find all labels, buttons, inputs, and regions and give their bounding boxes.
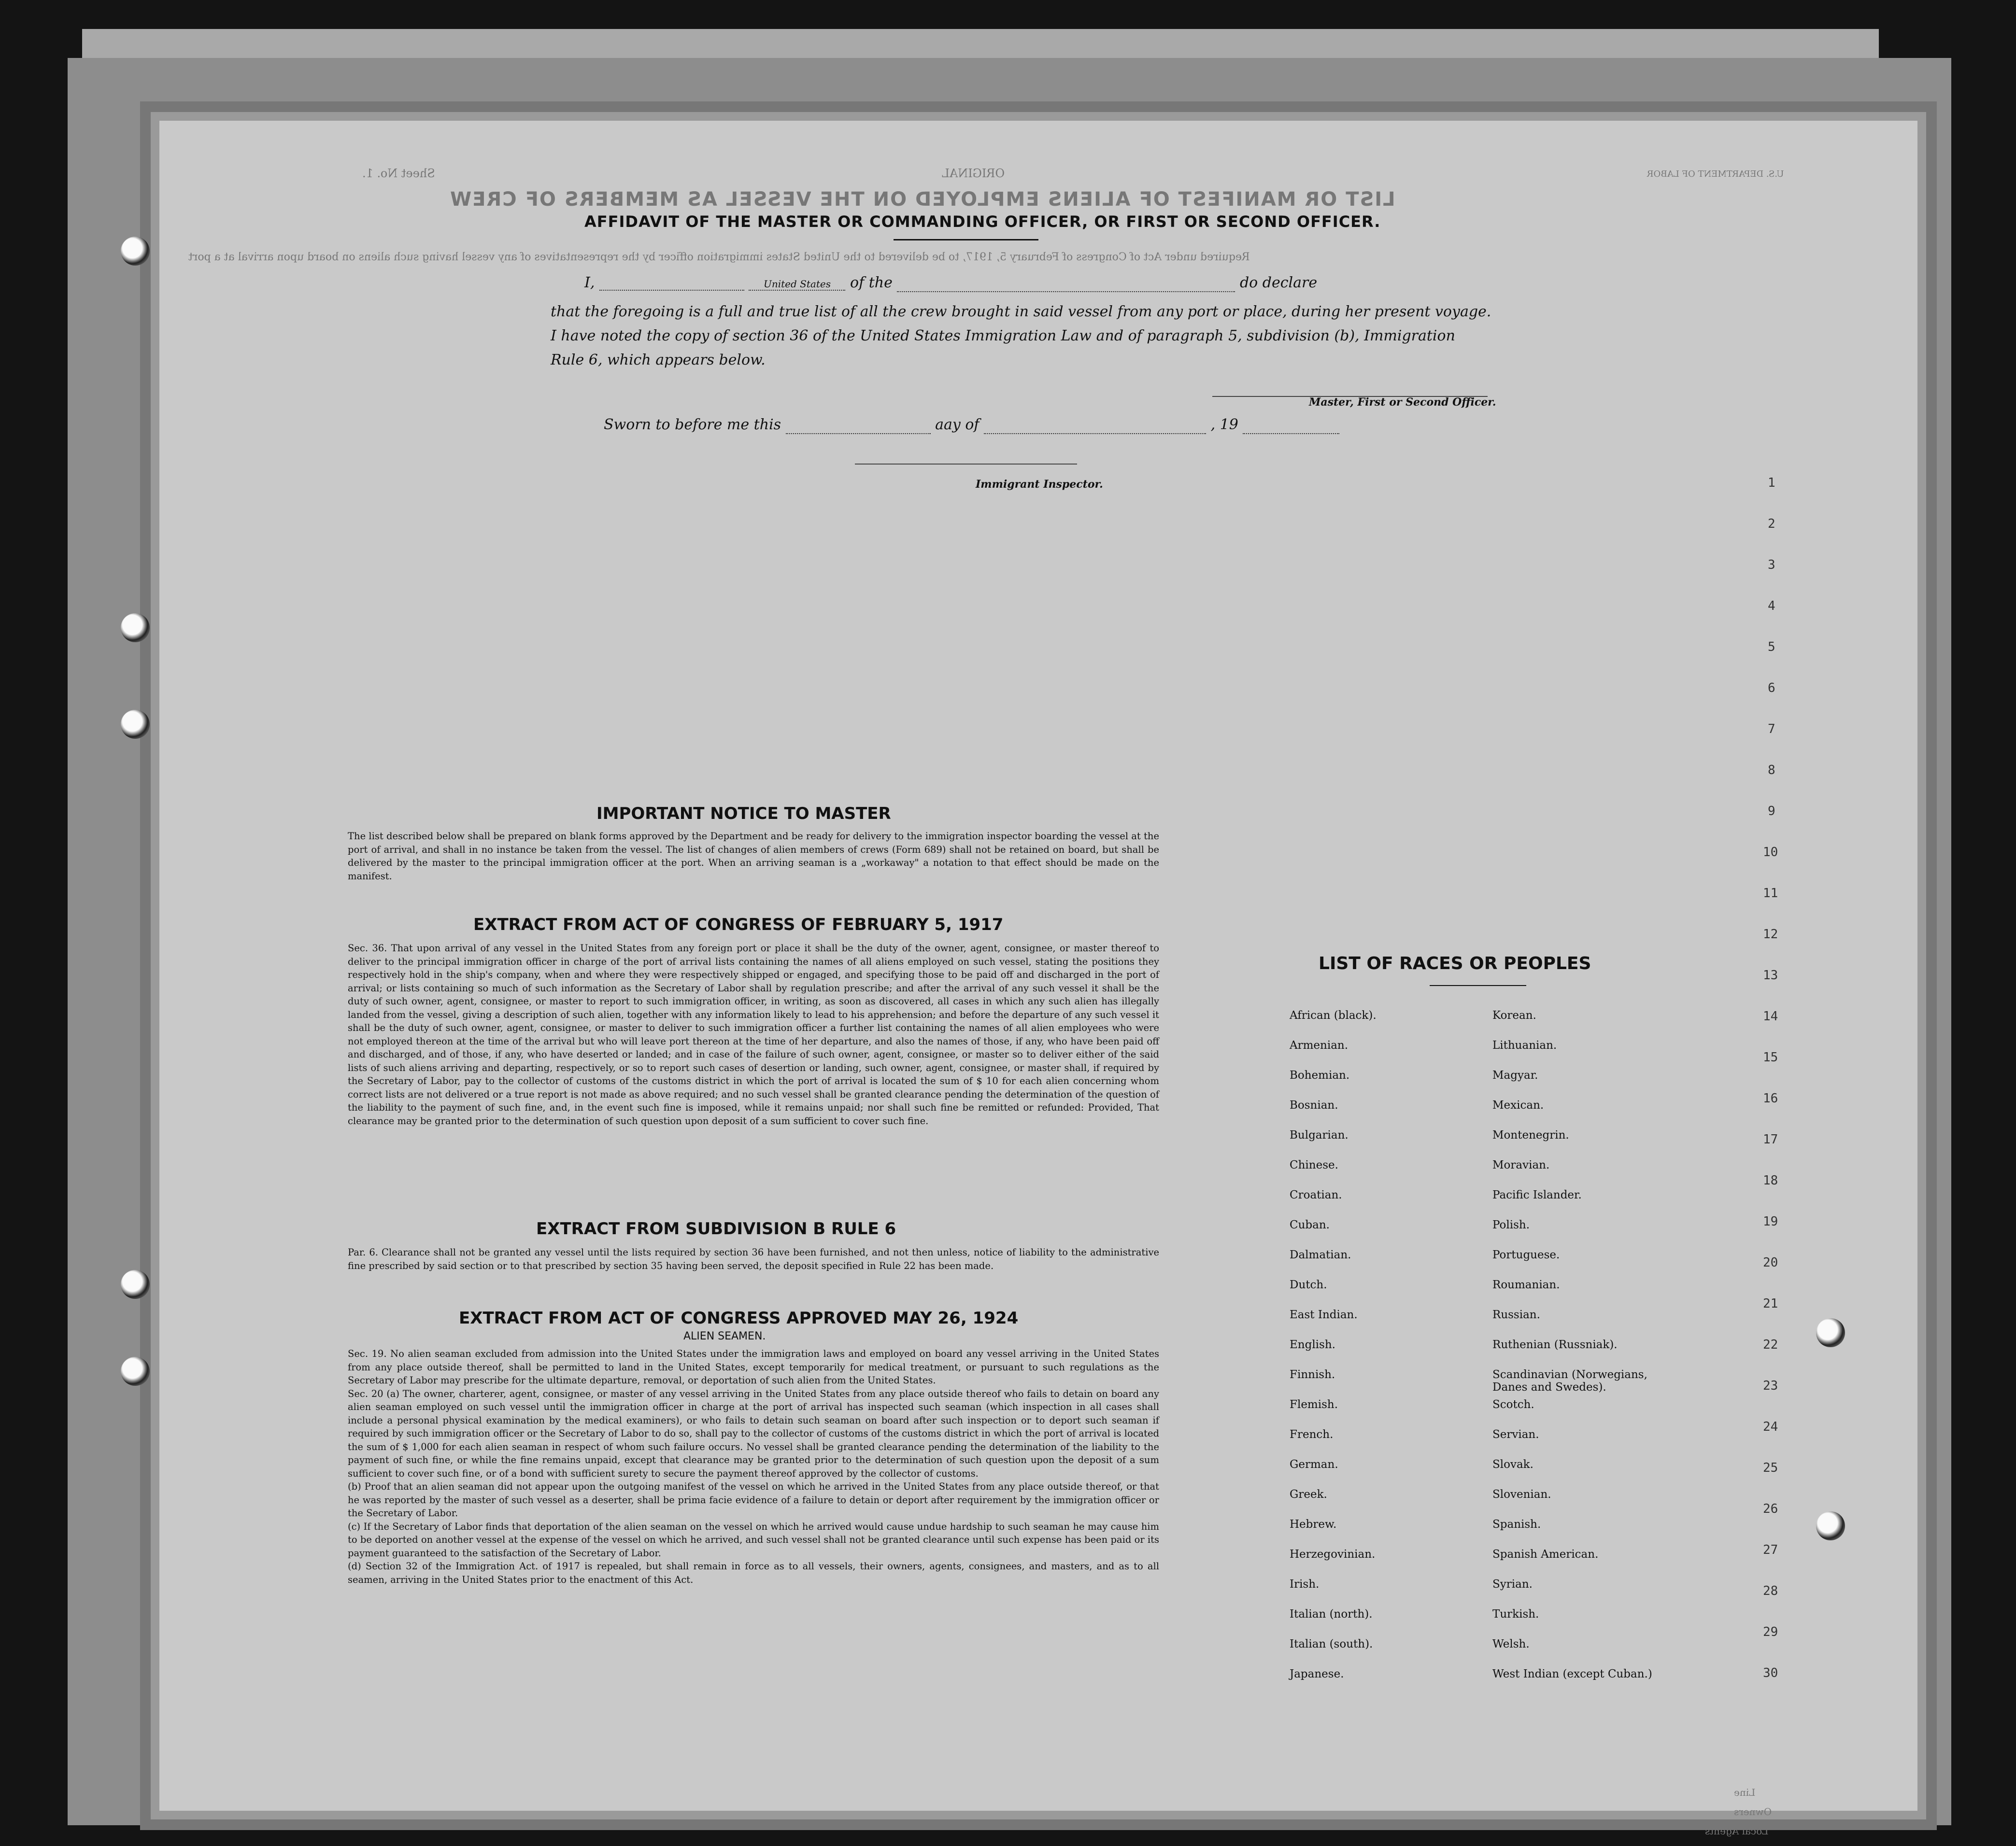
row-number: 16 [1763, 1091, 1778, 1106]
row-number: 18 [1763, 1173, 1778, 1188]
mirror-dept: U.S. DEPARTMENT OF LABOR [1647, 169, 1784, 179]
affidavit-of-the: of the [850, 274, 893, 291]
rule6-title: EXTRACT FROM SUBDIVISION B RULE 6 [536, 1219, 896, 1239]
sec20c-paragraph: (c) If the Secretary of Labor finds that deportation of the alien seaman on the vessel on which he arrived would cause undue hardship to such seaman he may cause him to be deported on another vessel at the expense of the vessel on which he arrived, and such vessel shall not be granted clearance until such expense has been paid or its payment guaranteed to the satisfaction of the Secretary of Labor. [348, 1521, 1159, 1559]
race-item: Slovak. [1492, 1458, 1533, 1471]
race-item: Korean. [1492, 1009, 1536, 1022]
race-item: East Indian. [1290, 1309, 1358, 1321]
row-number: 27 [1763, 1543, 1778, 1557]
race-item: Magyar. [1492, 1069, 1538, 1082]
race-item: Turkish. [1492, 1608, 1539, 1621]
sworn-year: , 19 [1210, 416, 1238, 433]
races-title: LIST OF RACES OR PEOPLES [1319, 954, 1591, 973]
race-item: African (black). [1290, 1009, 1377, 1022]
affidavit-name-field [599, 278, 744, 291]
sec20a-paragraph: Sec. 20 (a) The owner, charterer, agent, consignee, or master of any vessel arriving in the United States from any place outside thereof who fails to detain on board any alien seaman employed on such vessel until the immigration officer in charge at the port of arrival has inspected such seaman (which inspection in all cases shall include a personal physical examination by the medical examiners), or who fails to detain such seaman on board after such inspection or to deport such seaman if required by such immigration officer or the Secretary of Labor to do so, shall pay to the collector of customs of the customs district in which the port of arrival is located the sum of $ 1,000 for each alien seaman in respect of whom such failure occurs. No vessel shall be granted clearance pending the determination of the liability to the payment of such fine, or while the fine remains unpaid, except that clearance may be granted prior to the determination of such question upon the deposit of a sum sufficient to cover such fine, or of a bond with sufficient surety to secure the payment thereof approved by the collector of customs. [348, 1388, 1159, 1479]
race-item: English. [1290, 1339, 1335, 1351]
sworn-line [604, 416, 1339, 434]
race-item: Croatian. [1290, 1189, 1342, 1201]
punch-hole [121, 1357, 150, 1386]
row-number: 2 [1768, 517, 1775, 531]
race-item: Syrian. [1492, 1578, 1533, 1591]
race-item: Ruthenian (Russniak). [1492, 1339, 1618, 1351]
race-item: Irish. [1290, 1578, 1320, 1591]
race-item: Moravian. [1492, 1159, 1550, 1171]
row-number: 24 [1763, 1420, 1778, 1434]
row-number: 5 [1768, 640, 1775, 654]
inspector-label: Immigrant Inspector. [976, 478, 1103, 491]
race-item: Spanish. [1492, 1518, 1541, 1531]
row-number: 21 [1763, 1296, 1778, 1311]
race-item: Slovenian. [1492, 1488, 1551, 1501]
extract-1917-text: Sec. 36. That upon arrival of any vessel in the United States from any foreign port or place it shall be the duty of the owner, agent, consignee, or master thereof to deliver to the principal immigration officer in charge of the port of arrival lists containing the names of all aliens employed on such vessel, stating the positions they respectively hold in the ship's company, when and where they were respectively shipped or engaged, and specifying those to be paid off and discharged in the port of arrival; or lists containing so much of such information as the Secretary of Labor shall by regulation prescribe; and after the arrival of any such vessel it shall be the duty of such owner, agent, consignee, or master to report to such immigration officer, in writing, as soon as discovered, all cases in which any such alien has illegally landed from the vessel, giving a description of such alien, together with any information likely to lead to his apprehension; and before the departure of any such vessel it shall be the duty of such owner, agent, consignee, or master to deliver to such immigration officer a further list containing the names of all alien employees who were not employed thereon at the time of the arrival but who will leave port thereon at the time of her departure, and also the names of those, if any, who have been paid off and discharged, and of those, if any, who have deserted or landed; and in case of the failure of such owner, agent, consignee, or master so to deliver either of the said lists of such aliens arriving and departing, respectively, or so to report such cases of desertion or landing, such owner, agent, consignee, or master shall, if required by the Secretary of Labor, pay to the collector of customs of the customs district in which the port of arrival is located the sum of $ 10 for each alien concerning whom correct lists are not delivered or a true report is not made as above required; and no such vessel shall be granted clearance pending the determination of the question of the liability to the payment of such fine, and, in the event such fine is imposed, while it remains unpaid; nor shall such fine be remitted or refunded: Provided, That clearance may be granted prior to the determination of such question upon deposit of a sum sufficient to cover such fine. [348, 943, 1159, 1127]
mirror-original: ORIGINAL [942, 167, 1005, 180]
race-item: Herzegovinian. [1290, 1548, 1376, 1561]
race-item: Polish. [1492, 1219, 1530, 1231]
row-number: 30 [1763, 1666, 1778, 1680]
row-number: 9 [1768, 804, 1775, 818]
affidavit-line4: Rule 6, which appears below. [551, 352, 766, 368]
mirror-line: Line [1734, 1787, 1756, 1798]
row-number: 11 [1763, 886, 1778, 901]
affidavit-line2: that the foregoing is a full and true list of all the crew brought in said vessel from any port or place, during her present voyage. [551, 303, 1491, 320]
punch-hole [1816, 1511, 1845, 1540]
race-item: Scandinavian (Norwegians, Danes and Swedes). [1492, 1368, 1647, 1394]
row-number: 23 [1763, 1379, 1778, 1393]
affidavit-line3: I have noted the copy of section 36 of the United States Immigration Law and of paragraph 5, subdivision (b), Immigration [551, 327, 1455, 344]
row-number: 4 [1768, 599, 1775, 613]
sec20b-paragraph: (b) Proof that an alien seaman did not appear upon the outgoing manifest of the vessel on which he arrived in the United States from any place outside thereof, or that he was reported by the master of such vessel as a deserter, shall be prima facie evidence of a failure to detain or deport after requirement by the immigration officer or the Secretary of Labor. [348, 1481, 1159, 1519]
race-item: Montenegrin. [1492, 1129, 1569, 1141]
row-number: 20 [1763, 1255, 1778, 1270]
race-item: Servian. [1492, 1428, 1539, 1441]
race-item: Pacific Islander. [1492, 1189, 1582, 1201]
affidavit-line1 [584, 274, 1317, 292]
notice-text: The list described below shall be prepared on blank forms approved by the Department and be ready for delivery to the immigration inspector boarding the vessel at the port of arrival, and shall in no instance be taken from the vessel. The list of changes of alien members of crews (Form 689) shall not be retained on board, but shall be delivered by the master to the principal immigration officer at the port. When an arriving seaman is a „workaway" a notation to that effect should be made on the manifest. [348, 831, 1159, 882]
row-number: 15 [1763, 1050, 1778, 1065]
act-1924-title: EXTRACT FROM ACT OF CONGRESS APPROVED MAY 26, 1924 [459, 1309, 1019, 1328]
race-item: Flemish. [1290, 1398, 1338, 1411]
race-item: Welsh. [1492, 1638, 1530, 1650]
extract-1917-title: EXTRACT FROM ACT OF CONGRESS OF FEBRUARY 5, 1917 [473, 915, 1004, 934]
race-item: West Indian (except Cuban.) [1492, 1668, 1652, 1680]
race-item: Greek. [1290, 1488, 1327, 1501]
signature-label: Master, First or Second Officer. [1309, 396, 1496, 409]
rule6-text: Par. 6. Clearance shall not be granted any vessel until the lists required by section 36 have been furnished, and not then unless, notice of liability to the administrative fine prescribed by said section or to that prescribed by section 35 having been served, the deposit specified in Rule 22 has been made. [348, 1247, 1159, 1271]
race-item: Italian (south). [1290, 1638, 1373, 1650]
row-number: 28 [1763, 1584, 1778, 1598]
row-number: 6 [1768, 681, 1775, 695]
race-item: Hebrew. [1290, 1518, 1337, 1531]
race-item: Dutch. [1290, 1279, 1327, 1291]
sworn-year-field [1243, 416, 1339, 434]
mirror-required: Required under Act of Congress of February 5, 1917, to be delivered to the United States immigration officer by the representatives of any vessel having such aliens on board upon arrival at a port [188, 251, 1250, 263]
row-number: 3 [1768, 558, 1775, 572]
row-number: 26 [1763, 1502, 1778, 1516]
punch-hole [121, 237, 150, 266]
sec19-paragraph: Sec. 19. No alien seaman excluded from admission into the United States under the immigration laws and employed on board any vessel arriving in the United States from any place outside thereof, shall be permitted to land in the United States, except temporarily for medical treatment, or pursuant to such regulations as the Secretary of Labor may prescribe for the ultimate departure, removal, or deportation of such alien from the United States. [348, 1348, 1159, 1386]
affidavit-do-declare: do declare [1239, 274, 1318, 291]
mirror-agents: Local Agents [1705, 1825, 1769, 1837]
race-item: Finnish. [1290, 1368, 1335, 1381]
act-1924-subtitle: ALIEN SEAMEN. [683, 1330, 766, 1342]
race-item: Scotch. [1492, 1398, 1534, 1411]
row-number: 25 [1763, 1461, 1778, 1475]
race-item: Dalmatian. [1290, 1249, 1351, 1261]
race-item: Bosnian. [1290, 1099, 1338, 1112]
punch-hole [121, 710, 150, 739]
sheet-label: Sheet No. 1. [362, 167, 435, 180]
row-number: 29 [1763, 1625, 1778, 1639]
sworn-day-of: aay of [935, 416, 980, 433]
race-item: Mexican. [1492, 1099, 1544, 1112]
affidavit-vessel-field [897, 274, 1235, 292]
race-item: Lithuanian. [1492, 1039, 1557, 1052]
row-number: 22 [1763, 1338, 1778, 1352]
race-item: French. [1290, 1428, 1334, 1441]
sworn-day-field [786, 416, 931, 434]
manifest-page [159, 121, 1917, 1837]
sec20d-paragraph: (d) Section 32 of the Immigration Act. of 1917 is repealed, but shall remain in force as to all vessels, their owners, agents, consignees, and masters, and as to all seamen, arriving in the United States prior to the enactment of this Act. [348, 1561, 1159, 1585]
inspector-line [855, 464, 1077, 465]
row-number: 17 [1763, 1132, 1778, 1147]
race-item: Spanish American. [1492, 1548, 1599, 1561]
notice-title: IMPORTANT NOTICE TO MASTER [596, 804, 891, 823]
race-item: German. [1290, 1458, 1338, 1471]
affidavit-country-field: United States [749, 278, 845, 291]
row-number: 19 [1763, 1214, 1778, 1229]
race-item: Portuguese. [1492, 1249, 1560, 1261]
race-item: Bulgarian. [1290, 1129, 1349, 1141]
sworn-month-field [984, 416, 1206, 434]
row-number: 1 [1768, 476, 1775, 490]
row-number: 14 [1763, 1009, 1778, 1024]
punch-hole [121, 1270, 150, 1299]
punch-hole [121, 613, 150, 642]
affidavit-title: AFFIDAVIT OF THE MASTER OR COMMANDING OFFICER, OR FIRST OR SECOND OFFICER. [584, 212, 1381, 231]
race-item: Chinese. [1290, 1159, 1338, 1171]
row-number: 13 [1763, 968, 1778, 983]
punch-hole [1816, 1318, 1845, 1347]
act-1924-text [348, 1347, 1159, 1586]
affidavit-i: I, [584, 274, 595, 291]
race-item: Roumanian. [1492, 1279, 1560, 1291]
row-number: 12 [1763, 927, 1778, 942]
title-rule [894, 239, 1038, 240]
race-item: Italian (north). [1290, 1608, 1373, 1621]
race-item: Japanese. [1290, 1668, 1344, 1680]
race-item: Bohemian. [1290, 1069, 1350, 1082]
race-item: Cuban. [1290, 1219, 1330, 1231]
mirror-owners: Owners [1734, 1806, 1772, 1818]
row-number: 7 [1768, 722, 1775, 736]
row-number: 8 [1768, 763, 1775, 777]
race-item: Armenian. [1290, 1039, 1349, 1052]
race-item: Russian. [1492, 1309, 1540, 1321]
mirror-list-title: LIST OR MANIFEST OF ALIENS EMPLOYED ON THE VESSEL AS MEMBERS OF CREW [449, 188, 1395, 211]
row-number: 10 [1763, 845, 1778, 860]
races-rule [1430, 985, 1526, 986]
sworn-before: Sworn to before me this [604, 416, 781, 433]
